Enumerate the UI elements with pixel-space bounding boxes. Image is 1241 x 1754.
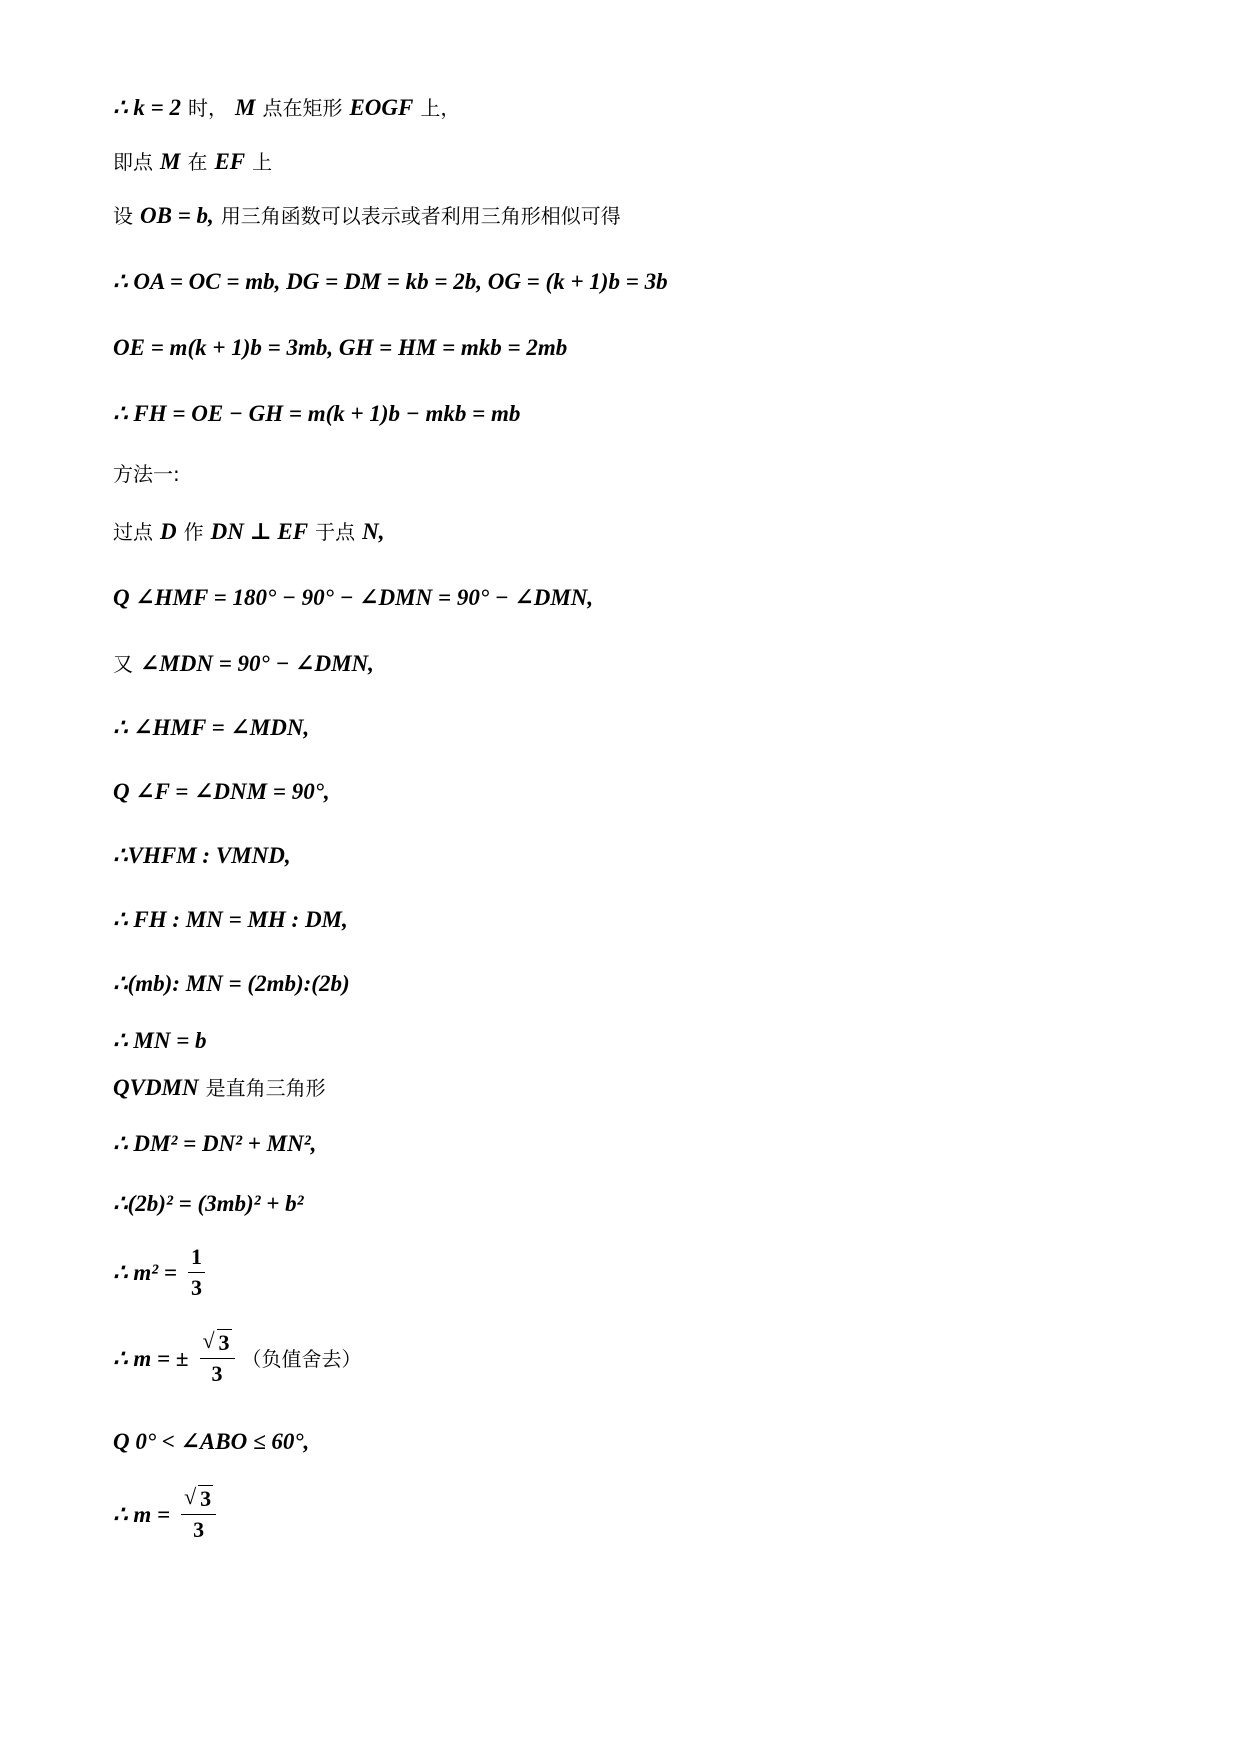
fraction-denominator: 3 (193, 1517, 205, 1542)
text-fragment: 时， (188, 96, 228, 120)
text-line-17 (113, 1074, 326, 1103)
math-expression: OB = b, (140, 203, 214, 228)
sqrt-symbol (184, 1486, 213, 1512)
math-expression: ∴ m² = (113, 1259, 178, 1285)
math-expression: ∴VHFM : VMND, (113, 843, 291, 868)
fraction (200, 1330, 235, 1387)
text-line-8 (113, 518, 384, 547)
equation-line-6 (113, 400, 520, 429)
math-expression: ∴ FH : MN = MH : DM, (113, 907, 348, 932)
equation-line-16 (113, 1027, 207, 1056)
math-expression: DN ⊥ EF (210, 519, 309, 544)
math-expression: ∴ ∠HMF = ∠MDN, (113, 715, 310, 740)
text-fragment: 方法一: (113, 462, 180, 486)
fraction-denominator: 3 (211, 1361, 223, 1386)
math-expression: Q 0° < ∠ABO ≤ 60°, (113, 1429, 310, 1454)
fraction-numerator (181, 1486, 216, 1515)
text-fragment: 上， (420, 96, 461, 120)
equation-line-19 (113, 1190, 304, 1219)
equation-line-20 (113, 1244, 205, 1301)
equation-line-12 (113, 778, 330, 807)
equation-line-13 (113, 842, 291, 871)
radicand: 3 (200, 1486, 212, 1511)
fraction-denominator: 3 (191, 1275, 203, 1300)
math-expression: ∴ k = 2 (113, 95, 181, 120)
math-expression: QVDMN (113, 1075, 199, 1100)
equation-line-15 (113, 970, 350, 999)
text-fragment: 设 (113, 204, 133, 228)
equation-line-11 (113, 714, 309, 743)
text-fragment: 在 (187, 150, 208, 174)
fraction-numerator (200, 1330, 235, 1359)
math-expression: EF (214, 149, 246, 174)
fraction (181, 1486, 216, 1543)
equation-line-14 (113, 906, 348, 935)
text-fragment: 作 (183, 520, 204, 544)
math-expression: OE = m(k + 1)b = 3mb, GH = HM = mkb = 2mb (113, 335, 568, 360)
math-expression: M (235, 95, 256, 120)
math-expression: ∴(2b)² = (3mb)² + b² (113, 1191, 304, 1216)
equation-line-18 (113, 1130, 316, 1159)
equation-line-4 (113, 268, 668, 297)
text-fragment: 用三角函数可以表示或者利用三角形相似可得 (220, 204, 621, 228)
equation-line-10 (113, 650, 374, 679)
text-line-2 (113, 148, 272, 177)
method-heading (113, 460, 180, 489)
equation-line-22 (113, 1428, 309, 1457)
text-fragment: 点在矩形 (262, 96, 343, 120)
math-expression: ∴ FH = OE − GH = m(k + 1)b − mkb = mb (113, 401, 521, 426)
sqrt-symbol (203, 1330, 232, 1356)
radicand: 3 (218, 1330, 230, 1355)
text-fragment: 于点 (315, 520, 356, 544)
text-fragment: 是直角三角形 (205, 1076, 326, 1100)
equation-line-9 (113, 584, 593, 613)
equation-line-23 (113, 1486, 216, 1543)
text-line-1 (113, 94, 460, 123)
equation-line-21 (113, 1330, 362, 1387)
text-fragment: （负值舍去） (241, 1346, 362, 1371)
math-expression: ∠MDN = 90° − ∠DMN, (140, 651, 374, 676)
text-line-3 (113, 202, 621, 231)
math-expression: ∴(mb): MN = (2mb):(2b) (113, 971, 350, 996)
math-expression: EOGF (349, 95, 414, 120)
text-fragment: 又 (113, 652, 133, 676)
equation-line-5 (113, 334, 567, 363)
math-expression: M (160, 149, 181, 174)
math-expression: Q ∠HMF = 180° − 90° − ∠DMN = 90° − ∠DMN, (113, 585, 594, 610)
math-expression: ∴ OA = OC = mb, DG = DM = kb = 2b, OG = (k + 1)b = 3b (113, 269, 668, 294)
math-expression: ∴ m = (113, 1501, 171, 1527)
text-fragment: 过点 (113, 520, 153, 544)
fraction-numerator: 1 (188, 1244, 205, 1273)
math-expression: ∴ MN = b (113, 1028, 207, 1053)
math-expression: N, (362, 519, 385, 544)
fraction (188, 1244, 205, 1301)
math-expression: ∴ m = ± (113, 1345, 189, 1371)
math-expression: Q ∠F = ∠DNM = 90°, (113, 779, 330, 804)
math-expression: ∴ DM² = DN² + MN², (113, 1131, 317, 1156)
text-fragment: 上 (252, 150, 273, 174)
text-fragment: 即点 (113, 150, 153, 174)
math-expression: D (160, 519, 177, 544)
